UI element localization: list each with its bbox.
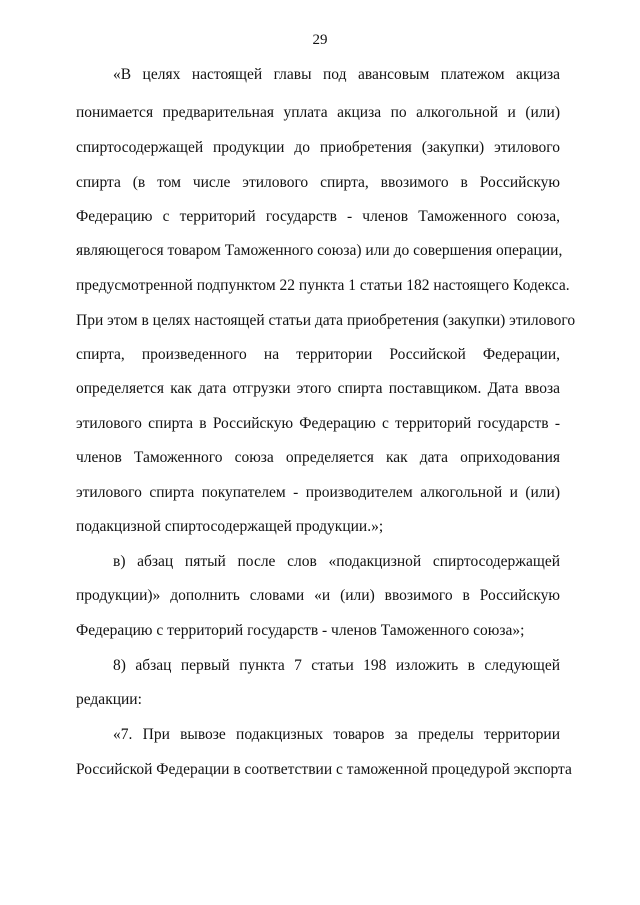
- text-line: определяется как дата отгрузки этого спирта поставщиком. Дата ввоза: [76, 380, 560, 397]
- text-line: этилового спирта в Российскую Федерацию с территорий государств -: [76, 415, 560, 432]
- text-line: продукции)» дополнить словами «и (или) ввозимого в Российскую: [76, 587, 560, 604]
- text-line: «7. При вывозе подакцизных товаров за пределы территории: [113, 726, 560, 743]
- text-line: предусмотренной подпунктом 22 пункта 1 статьи 182 настоящего Кодекса.: [76, 277, 570, 294]
- text-line: При этом в целях настоящей статьи дата приобретения (закупки) этилового: [76, 312, 576, 329]
- page-number: 29: [312, 32, 328, 48]
- text-line: Федерацию с территорий государств - членов Таможенного союза»;: [76, 622, 525, 639]
- text-line: в) абзац пятый после слов «подакцизной спиртосодержащей: [113, 553, 560, 570]
- text-line: являющегося товаром Таможенного союза) или до совершения операции,: [76, 242, 563, 259]
- text-line: понимается предварительная уплата акциза по алкогольной и (или): [76, 104, 560, 121]
- text-line: спирта, произведенного на территории Российской Федерации,: [76, 346, 560, 363]
- text-line: членов Таможенного союза определяется как дата оприходования: [76, 449, 560, 466]
- text-line: спиртосодержащей продукции до приобретения (закупки) этилового: [76, 139, 560, 156]
- text-line: «В целях настоящей главы под авансовым платежом акциза: [113, 66, 560, 83]
- text-line: 8) абзац первый пункта 7 статьи 198 изложить в следующей: [113, 657, 560, 674]
- text-line: Федерацию с территорий государств - членов Таможенного союза,: [76, 208, 560, 225]
- text-line: Российской Федерации в соответствии с таможенной процедурой экспорта: [76, 761, 572, 778]
- text-line: подакцизной спиртосодержащей продукции.»;: [76, 518, 384, 535]
- text-line: редакции:: [76, 691, 142, 708]
- text-line: этилового спирта покупателем - производителем алкогольной и (или): [76, 484, 560, 501]
- text-line: спирта (в том числе этилового спирта, ввозимого в Российскую: [76, 174, 560, 191]
